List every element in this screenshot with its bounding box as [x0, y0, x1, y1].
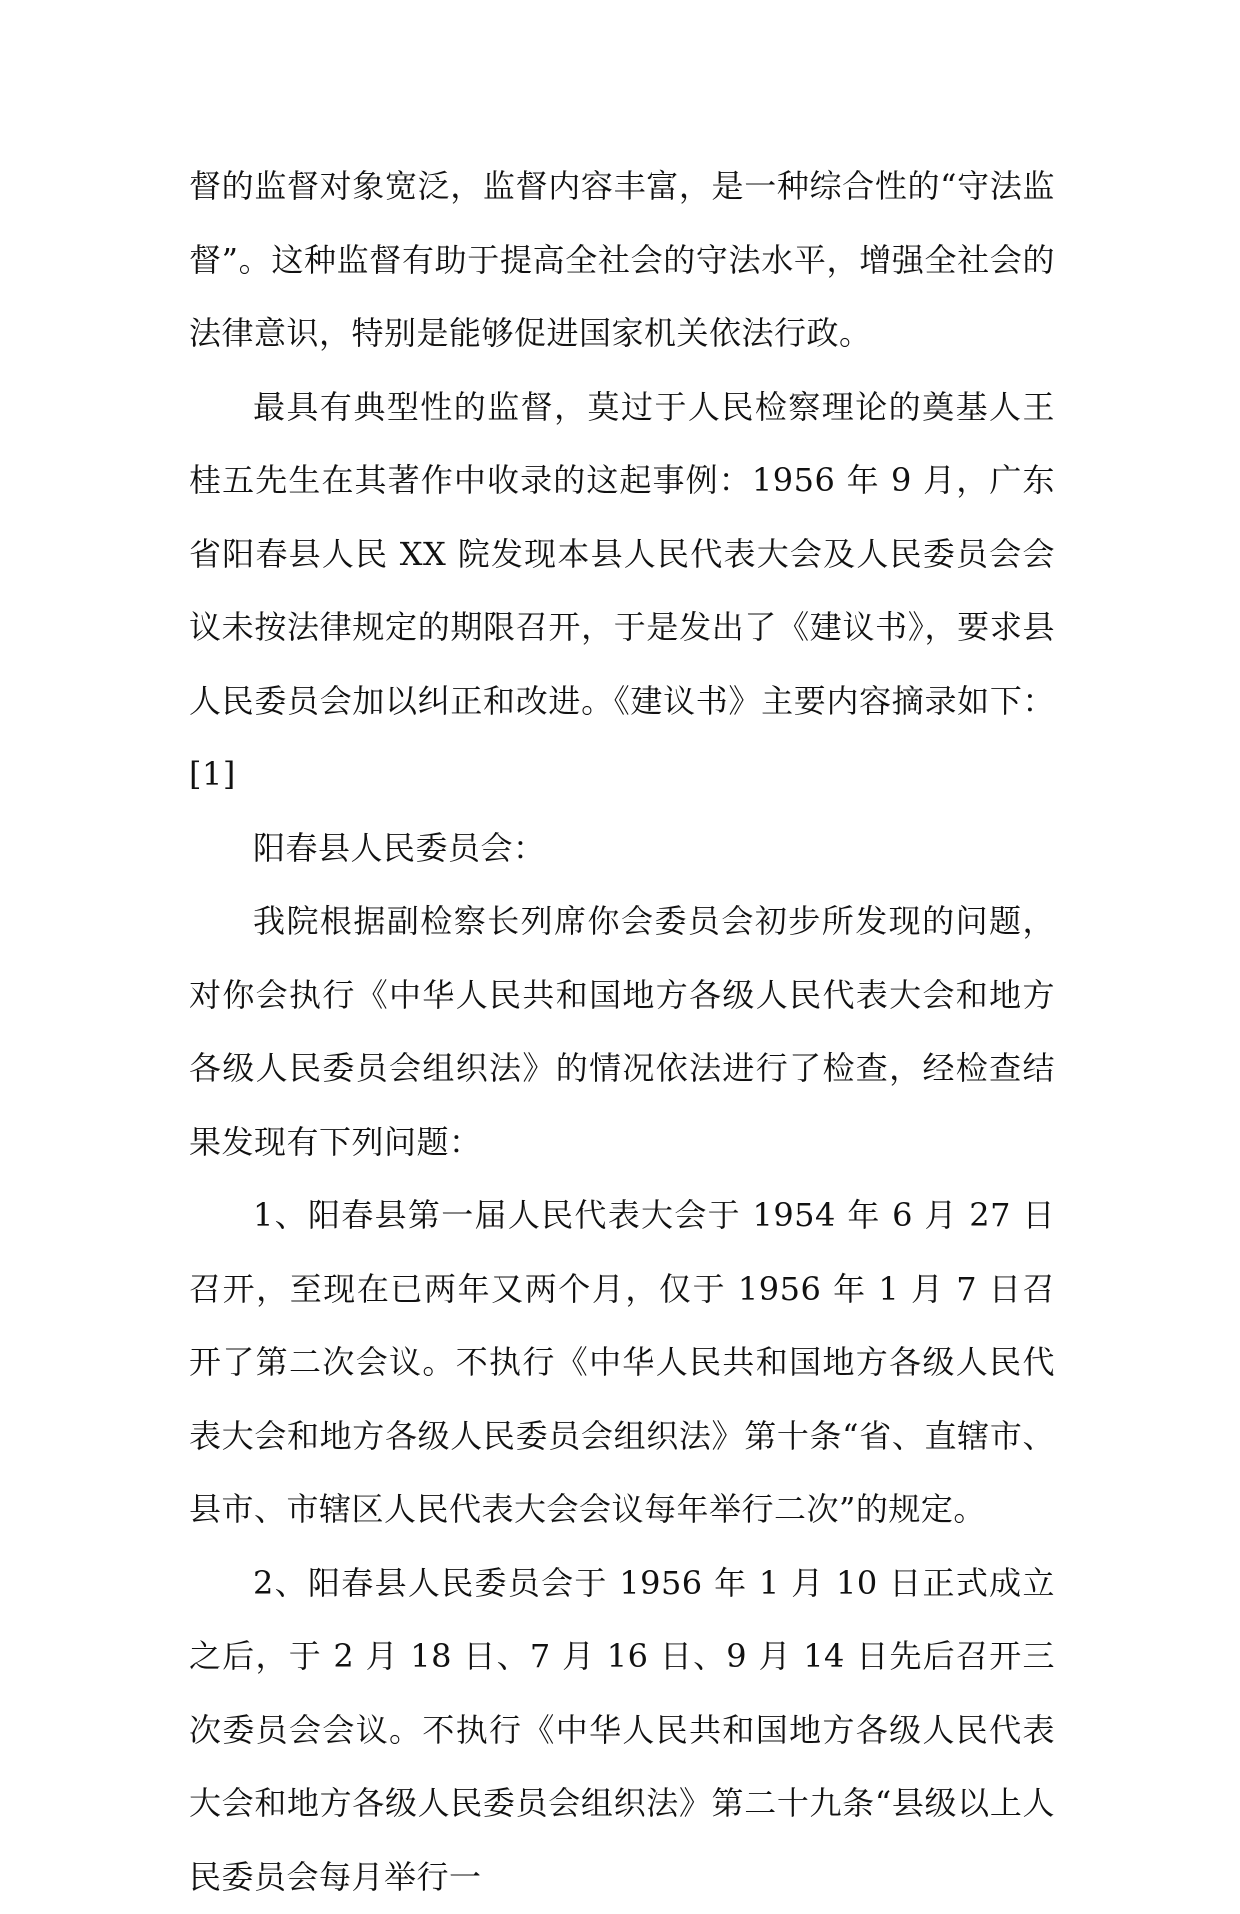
- paragraph-5: 1、阳春县第一届人民代表大会于 1954 年 6 月 27 日召开，至现在已两年又两个月，仅于 1956 年 1 月 7 日召开了第二次会议。不执行《中华人民共和国地方各级人民代表大会和地方各级人民委员会组织法》第十条“省、直辖市、县市、市辖区人民代表大会会议每年举行二次”的规定。: [189, 1179, 1055, 1547]
- paragraph-4: 我院根据副检察长列席你会委员会初步所发现的问题，对你会执行《中华人民共和国地方各级人民代表大会和地方各级人民委员会组织法》的情况依法进行了检查，经检查结果发现有下列问题：: [189, 885, 1055, 1179]
- paragraph-2: 最具有典型性的监督，莫过于人民检察理论的奠基人王桂五先生在其著作中收录的这起事例：1956 年 9 月，广东省阳春县人民 XX 院发现本县人民代表大会及人民委员会会议未按法律规定的期限召开，于是发出了《建议书》，要求县人民委员会加以纠正和改进。《建议书》主要内容摘录如下：[1]: [189, 371, 1055, 812]
- paragraph-1: 督的监督对象宽泛，监督内容丰富，是一种综合性的“守法监督”。这种监督有助于提高全社会的守法水平，增强全社会的法律意识，特别是能够促进国家机关依法行政。: [189, 150, 1055, 371]
- document-body: [189, 150, 1055, 1914]
- paragraph-6: 2、阳春县人民委员会于 1956 年 1 月 10 日正式成立之后，于 2 月 18 日、7 月 16 日、9 月 14 日先后召开三次委员会会议。不执行《中华人民共和国地方各级人民代表大会和地方各级人民委员会组织法》第二十九条“县级以上人民委员会每月举行一: [189, 1547, 1055, 1914]
- paragraph-3: 阳春县人民委员会：: [189, 812, 1055, 886]
